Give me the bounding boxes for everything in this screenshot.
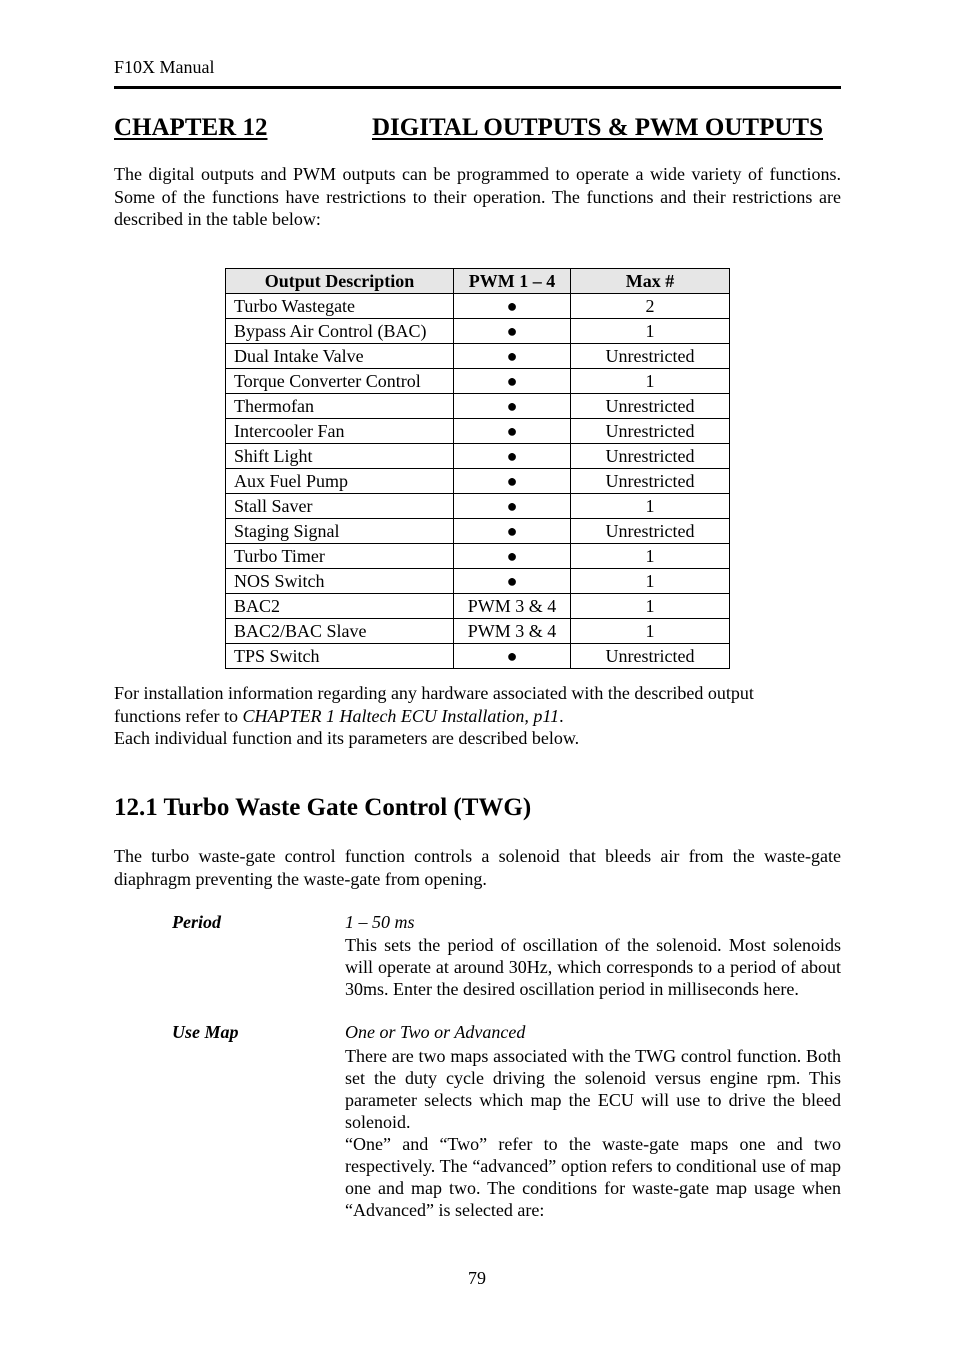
table-row: [226, 494, 730, 519]
intro-paragraph: The digital outputs and PWM outputs can be programmed to operate a wide variety of functions. Some of the functions have restrictions to their operation. The functions and their restrictions are described in the table below:: [114, 164, 841, 229]
cell-max: Unrestricted: [571, 394, 730, 419]
cell-max: 1: [571, 569, 730, 594]
install-line-2-prefix: functions refer to: [114, 705, 243, 726]
cell-max: 1: [571, 494, 730, 519]
table-row: [226, 594, 730, 619]
cell-max: 1: [571, 319, 730, 344]
cell-pwm: ●: [454, 344, 571, 369]
cell-max: Unrestricted: [571, 419, 730, 444]
chapter-number: CHAPTER 12: [114, 114, 268, 141]
header-pwm: PWM 1 – 4: [454, 269, 571, 294]
cell-pwm: ●: [454, 294, 571, 319]
table-row: [226, 469, 730, 494]
param-label-period: Period: [172, 912, 221, 932]
cell-pwm: ●: [454, 494, 571, 519]
cell-pwm: ●: [454, 469, 571, 494]
chapter-reference: CHAPTER 1 Haltech ECU Installation, p11: [242, 705, 560, 726]
install-line-1: For installation information regarding any hardware associated with the described output: [114, 683, 754, 703]
cell-description: Shift Light: [226, 444, 454, 469]
table-row: [226, 294, 730, 319]
chapter-title: DIGITAL OUTPUTS & PWM OUTPUTS: [372, 114, 823, 141]
installation-paragraph: [114, 682, 841, 750]
outputs-table: [225, 268, 730, 669]
param-desc-period: This sets the period of oscillation of the solenoid. Most solenoids will operate at around 30Hz, which corresponds to a period of about 30ms. Enter the desired oscillation period in milliseconds here.: [345, 935, 841, 999]
cell-pwm: ●: [454, 519, 571, 544]
table-row: [226, 369, 730, 394]
cell-pwm: PWM 3 & 4: [454, 594, 571, 619]
param-desc-use-map-2: “One” and “Two” refer to the waste-gate maps one and two respectively. The “advanced” option refers to conditional use of map one and map two. The conditions for waste-gate map usage when “Advanced” is selected are:: [345, 1134, 841, 1220]
cell-description: Bypass Air Control (BAC): [226, 319, 454, 344]
cell-description: BAC2/BAC Slave: [226, 619, 454, 644]
chapter-heading: [114, 114, 841, 144]
install-line-2: [114, 705, 841, 728]
cell-max: Unrestricted: [571, 519, 730, 544]
install-line-2-suffix: .: [559, 705, 564, 726]
cell-description: Turbo Wastegate: [226, 294, 454, 319]
cell-description: Aux Fuel Pump: [226, 469, 454, 494]
table-row: [226, 344, 730, 369]
cell-pwm: ●: [454, 319, 571, 344]
cell-max: Unrestricted: [571, 469, 730, 494]
install-line-3: Each individual function and its parameters are described below.: [114, 728, 580, 748]
cell-description: TPS Switch: [226, 644, 454, 669]
param-desc-use-map-1: There are two maps associated with the TWG control function. Both set the duty cycle driving the solenoid versus engine rpm. This parameter selects which map the ECU will use to drive the bleed solenoid.: [345, 1046, 841, 1132]
cell-description: Thermofan: [226, 394, 454, 419]
cell-description: Staging Signal: [226, 519, 454, 544]
cell-max: Unrestricted: [571, 644, 730, 669]
param-label-use-map: Use Map: [172, 1022, 239, 1042]
cell-max: 2: [571, 294, 730, 319]
cell-description: Torque Converter Control: [226, 369, 454, 394]
table-row: [226, 569, 730, 594]
cell-pwm: ●: [454, 419, 571, 444]
cell-description: Turbo Timer: [226, 544, 454, 569]
cell-pwm: ●: [454, 644, 571, 669]
param-range-use-map: One or Two or Advanced: [345, 1022, 526, 1042]
cell-max: Unrestricted: [571, 344, 730, 369]
header-rule: [114, 86, 841, 89]
cell-description: BAC2: [226, 594, 454, 619]
cell-pwm: PWM 3 & 4: [454, 619, 571, 644]
table-header-row: [226, 269, 730, 294]
table-row: [226, 444, 730, 469]
table-row: [226, 619, 730, 644]
param-range-period: 1 – 50 ms: [345, 912, 415, 932]
cell-pwm: ●: [454, 569, 571, 594]
cell-description: Intercooler Fan: [226, 419, 454, 444]
cell-pwm: ●: [454, 394, 571, 419]
cell-max: 1: [571, 369, 730, 394]
cell-max: 1: [571, 544, 730, 569]
cell-description: NOS Switch: [226, 569, 454, 594]
header-max: Max #: [571, 269, 730, 294]
cell-max: 1: [571, 594, 730, 619]
cell-pwm: ●: [454, 369, 571, 394]
cell-description: Stall Saver: [226, 494, 454, 519]
table-row: [226, 544, 730, 569]
twg-intro-paragraph: The turbo waste-gate control function controls a solenoid that bleeds air from the waste-gate diaphragm preventing the waste-gate from opening.: [114, 846, 841, 889]
cell-max: 1: [571, 619, 730, 644]
section-heading: 12.1 Turbo Waste Gate Control (TWG): [114, 794, 532, 821]
table-row: [226, 419, 730, 444]
table-row: [226, 644, 730, 669]
header-output-description: Output Description: [226, 269, 454, 294]
table-row: [226, 319, 730, 344]
table-row: [226, 519, 730, 544]
cell-pwm: ●: [454, 544, 571, 569]
cell-pwm: ●: [454, 444, 571, 469]
page-number: 79: [468, 1268, 486, 1288]
header-title: F10X Manual: [114, 57, 215, 77]
cell-description: Dual Intake Valve: [226, 344, 454, 369]
table-row: [226, 394, 730, 419]
cell-max: Unrestricted: [571, 444, 730, 469]
